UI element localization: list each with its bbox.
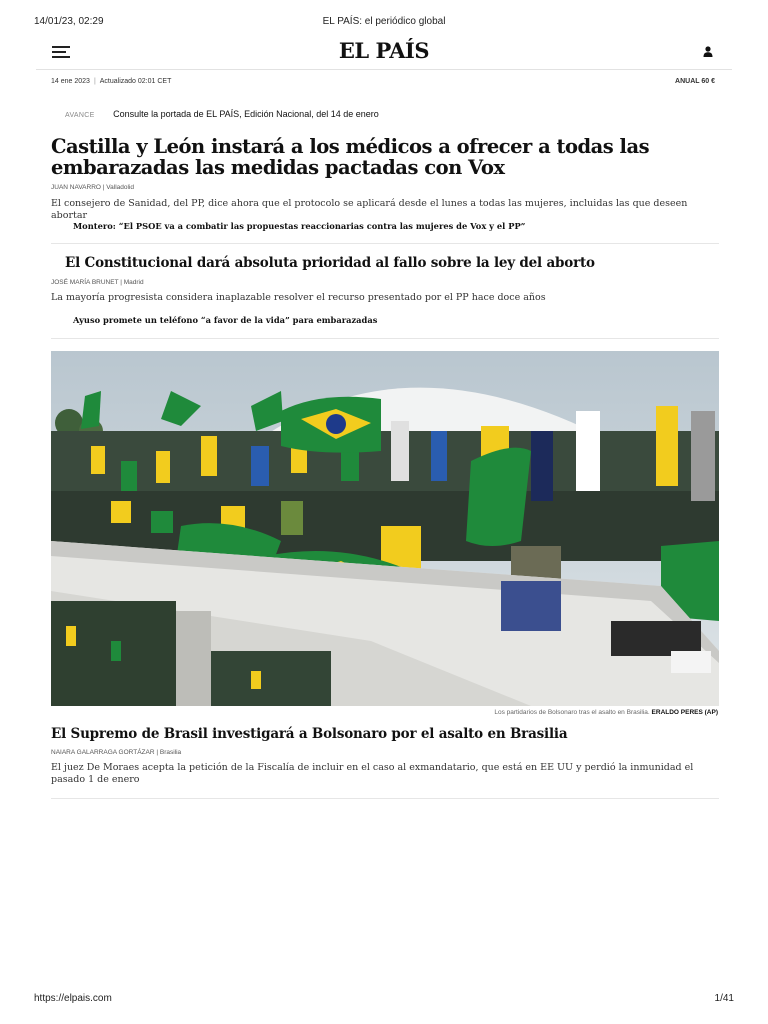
divider (51, 798, 719, 799)
article-2-byline: JOSÉ MARÍA BRUNET | Madrid (51, 279, 144, 286)
photo-caption (494, 709, 718, 716)
article-3-photo[interactable] (51, 351, 719, 706)
article-1-related-link[interactable]: Montero: “El PSOE va a combatir las propuestas reaccionarias contra las mujeres de Vox y el PP” (73, 221, 526, 231)
print-footer (34, 993, 734, 1007)
avance-tag: AVANCE (65, 112, 95, 119)
article-1-headline[interactable]: Castilla y León instará a los médicos a ofrecer a todas las embarazadas las medidas pactadas con Vox (51, 135, 650, 179)
article-1-author[interactable]: JUAN NAVARRO (51, 184, 101, 191)
edition-date: 14 ene 2023 (51, 78, 90, 85)
print-header (34, 16, 734, 30)
article-1-summary: El consejero de Sanidad, del PP, dice ahora que el protocolo se aplicará desde el lunes a todas las mujeres, incluidas las que deseen abortar (51, 198, 688, 221)
masthead (36, 36, 732, 70)
print-page-title: EL PAÍS: el periódico global (322, 16, 446, 27)
article-3-summary: El juez De Moraes acepta la petición de la Fiscalía de incluir en el caso al exmandatario, que está en EE UU y perdió la inmunidad el pasado 1 de enero (51, 762, 694, 785)
article-3-author[interactable]: NAIARA GALARRAGA GORTÁZAR (51, 749, 155, 756)
protest-photo-illustration (51, 351, 719, 706)
print-datetime: 14/01/23, 02:29 (34, 16, 104, 27)
date-bar: 14 ene 2023 | Actualizado 02:01 CET ANUAL 60 € (51, 78, 715, 85)
logo[interactable]: EL PAÍS (338, 38, 430, 63)
subscribe-link[interactable]: ANUAL 60 € (675, 78, 715, 85)
divider (51, 338, 719, 339)
photo-caption-text: Los partidarios de Bolsonaro tras el asalto en Brasilia. (494, 709, 650, 716)
article-3-headline[interactable]: El Supremo de Brasil investigará a Bolsonaro por el asalto en Brasilia (51, 726, 568, 742)
print-url: https://elpais.com (34, 993, 112, 1004)
article-1-location: Valladolid (106, 184, 134, 191)
avance-bar (65, 109, 715, 121)
user-icon[interactable] (702, 45, 714, 58)
article-2-summary: La mayoría progresista considera inaplazable resolver el recurso presentado por el PP hace doce años (51, 292, 546, 303)
article-2-headline[interactable]: El Constitucional dará absoluta prioridad al fallo sobre la ley del aborto (65, 255, 595, 271)
article-1-byline: JUAN NAVARRO | Valladolid (51, 184, 134, 191)
photo-credit: ERALDO PERES (AP) (651, 709, 718, 716)
avance-link[interactable]: Consulte la portada de EL PAÍS, Edición Nacional, del 14 de enero (113, 109, 379, 119)
article-2-related-link[interactable]: Ayuso promete un teléfono “a favor de la vida” para embarazadas (73, 315, 378, 325)
article-3-location: Brasilia (159, 749, 182, 756)
print-page-number: 1/41 (714, 993, 734, 1004)
article-2-author[interactable]: JOSÉ MARÍA BRUNET (51, 279, 119, 286)
article-3-byline: NAIARA GALARRAGA GORTÁZAR | Brasilia (51, 749, 182, 756)
updated-time: Actualizado 02:01 CET (99, 78, 172, 85)
divider (51, 243, 719, 244)
article-2-location: Madrid (123, 279, 144, 286)
